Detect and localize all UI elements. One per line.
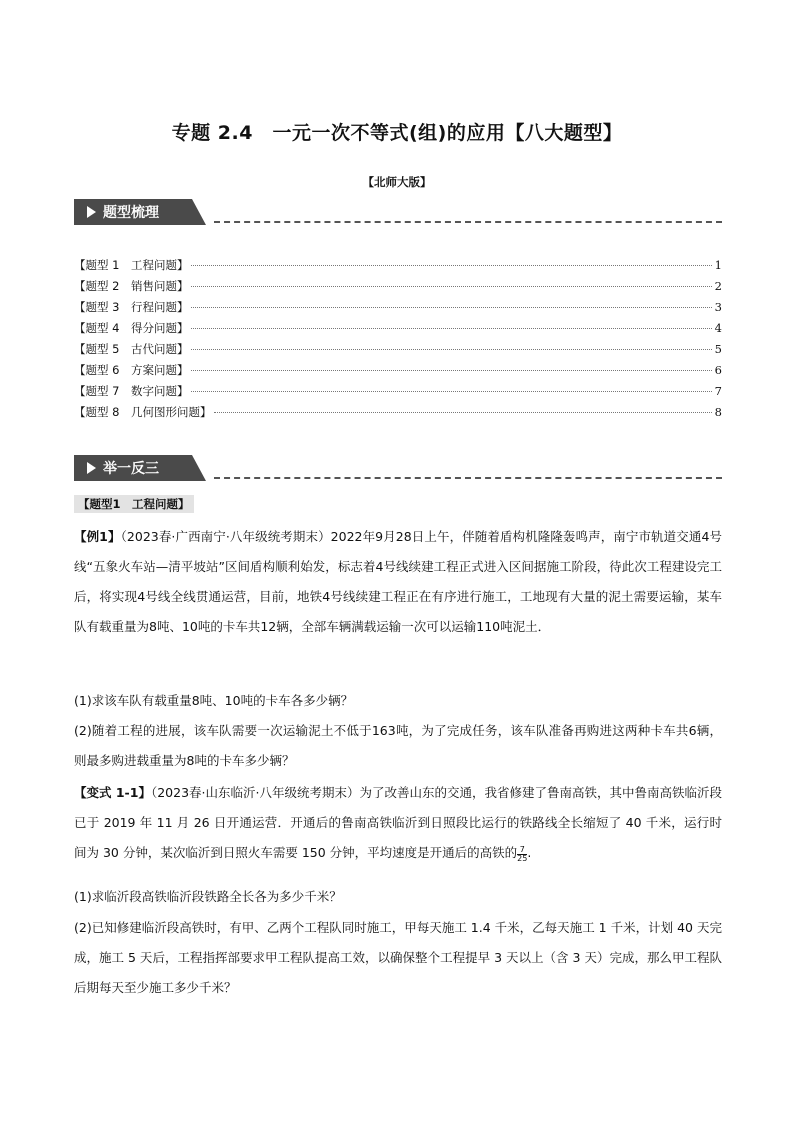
dashed-divider xyxy=(214,221,722,223)
toc-leader-dots xyxy=(191,265,711,266)
toc-item-title: 【题型 4 得分问题】 xyxy=(74,321,189,335)
example-label: 【例1】 xyxy=(74,529,121,544)
toc-item-title: 【题型 7 数字问题】 xyxy=(74,384,189,398)
toc-item[interactable] xyxy=(74,278,722,299)
toc-item-page: 2 xyxy=(714,279,722,293)
toc-item-page: 6 xyxy=(714,363,722,377)
section-label: 题型梳理 xyxy=(103,205,159,221)
variant-text-end: . xyxy=(527,845,532,860)
section-label: 举一反三 xyxy=(103,461,159,477)
toc-item-page: 8 xyxy=(714,405,722,419)
fraction-denominator: 25 xyxy=(517,854,528,863)
toc-leader-dots xyxy=(191,307,711,308)
toc-leader-dots xyxy=(191,286,711,287)
toc-item-page: 7 xyxy=(714,384,722,398)
toc-item[interactable] xyxy=(74,299,722,320)
table-of-contents xyxy=(74,257,722,425)
toc-item-title: 【题型 2 销售问题】 xyxy=(74,279,189,293)
page-title: 专题 2.4 一元一次不等式(组)的应用【八大题型】 xyxy=(171,122,623,144)
toc-item-page: 5 xyxy=(714,342,722,356)
example-text: （2023春·广西南宁·八年级统考期末）2022年9月28日上午，伴随着盾构机隆隆轰鸣声，南宁市轨道交通4号线“五象火车站—清平坡站”区间盾构顺利始发，标志着4号线续建工程正式进入区间据施工阶段，待此次工程建设完工后，将实现4号线全线贯通运营，目前，地铁4号线续建工程正在有序进行施工，工地现有大量的泥土需要运输，某车队有载重量为8吨、10吨的卡车共12辆，全部车辆满载运输一次可以运输110吨泥土． xyxy=(74,529,722,634)
toc-item-page: 1 xyxy=(714,258,722,272)
example-1-question-2: (2)随着工程的进展，该车队需要一次运输泥土不低于163吨，为了完成任务，该车队准备再购进这两种卡车共6辆，则最多购进载重量为8吨的卡车多少辆？ xyxy=(74,723,722,768)
section-header-outline xyxy=(74,199,724,229)
dashed-divider xyxy=(214,477,722,479)
toc-leader-dots xyxy=(191,391,711,392)
play-arrow-icon xyxy=(87,206,96,218)
toc-item-title: 【题型 1 工程问题】 xyxy=(74,258,189,272)
variant-text: （2023春·山东临沂·八年级统考期末）为了改善山东的交通，我省修建了鲁南高铁，其中鲁南高铁临沂段已于 2019 年 11 月 26 日开通运营．开通后的鲁南高铁临沂到日照段比运行的铁路线全长缩短了 40 千米，运行时间为 30 分钟，某次临沂到日照火车需要 150 分钟，平均速度是开通后的高铁的 xyxy=(74,785,723,860)
topic-tag: 【题型1 工程问题】 xyxy=(74,495,194,513)
section-header-practice xyxy=(74,455,724,485)
toc-item[interactable] xyxy=(74,404,722,425)
toc-item-title: 【题型 3 行程问题】 xyxy=(74,300,189,314)
toc-item-page: 4 xyxy=(714,321,722,335)
toc-item[interactable] xyxy=(74,341,722,362)
fraction-numerator: 7 xyxy=(517,846,527,855)
toc-item-page: 3 xyxy=(714,300,722,314)
toc-item-title: 【题型 5 古代问题】 xyxy=(74,342,189,356)
edition-label: 【北师大版】 xyxy=(362,175,432,189)
toc-leader-dots xyxy=(191,370,711,371)
variant-label: 【变式 1-1】 xyxy=(74,785,151,800)
toc-leader-dots xyxy=(191,349,711,350)
toc-leader-dots xyxy=(191,328,711,329)
variant-1-1-question-1: (1)求临沂段高铁临沂段铁路全长各为多少千米？ xyxy=(74,889,342,904)
toc-item[interactable] xyxy=(74,383,722,404)
toc-item[interactable] xyxy=(74,362,722,383)
toc-item[interactable] xyxy=(74,320,722,341)
fraction xyxy=(517,846,527,863)
play-arrow-icon xyxy=(87,462,96,474)
toc-item-title: 【题型 8 几何图形问题】 xyxy=(74,405,212,419)
toc-item-title: 【题型 6 方案问题】 xyxy=(74,363,189,377)
toc-item[interactable] xyxy=(74,257,722,278)
example-1 xyxy=(74,522,722,642)
variant-1-1-question-2: (2)已知修建临沂段高铁时，有甲、乙两个工程队同时施工，甲每天施工 1.4 千米，乙每天施工 1 千米，计划 40 天完成，施工 5 天后，工程指挥部要求甲工程队提高工效，以确保整个工程提早 3 天以上（含 3 天）完成，那么甲工程队后期每天至少施工多少千米？ xyxy=(74,920,722,995)
variant-1-1 xyxy=(74,778,722,868)
toc-leader-dots xyxy=(214,412,711,413)
example-1-question-1: (1)求该车队有载重量8吨、10吨的卡车各多少辆？ xyxy=(74,693,354,708)
